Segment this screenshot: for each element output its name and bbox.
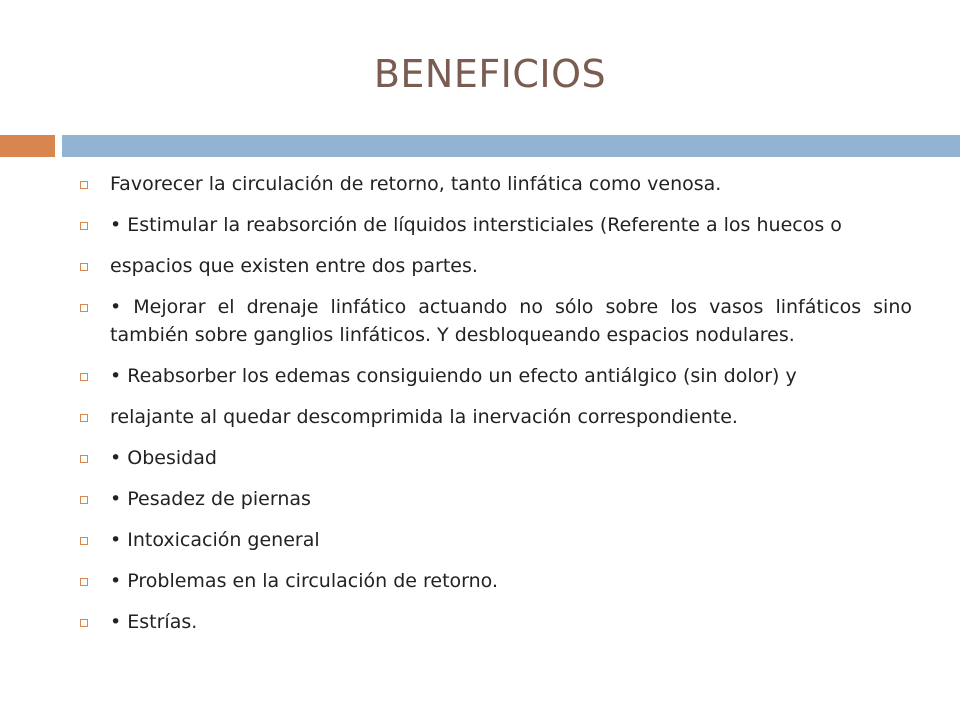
hollow-square-bullet-icon bbox=[76, 403, 110, 431]
bullet-text: espacios que existen entre dos partes. bbox=[110, 255, 478, 277]
hollow-square-bullet-icon bbox=[76, 608, 110, 636]
bullet-text: • Obesidad bbox=[110, 447, 217, 469]
bullet-text: • Estimular la reabsorción de líquidos intersticiales (Referente a los huecos o bbox=[110, 214, 842, 236]
bullet-text: • Intoxicación general bbox=[110, 529, 320, 551]
bullet-text: • Problemas en la circulación de retorno. bbox=[110, 570, 498, 592]
list-item bbox=[76, 362, 912, 390]
list-item bbox=[76, 403, 912, 431]
hollow-square-bullet-icon bbox=[76, 362, 110, 390]
hollow-square-bullet-icon bbox=[76, 252, 110, 280]
hollow-square-bullet-icon bbox=[76, 526, 110, 554]
list-item bbox=[76, 252, 912, 280]
list-item bbox=[76, 444, 912, 472]
list-item bbox=[76, 526, 912, 554]
hollow-square-bullet-icon bbox=[76, 444, 110, 472]
accent-bar-blue bbox=[62, 135, 960, 157]
slide-title: BENEFICIOS bbox=[373, 52, 607, 96]
list-item bbox=[76, 485, 912, 513]
hollow-square-bullet-icon bbox=[76, 485, 110, 513]
bullet-text: • Reabsorber los edemas consiguiendo un efecto antiálgico (sin dolor) y bbox=[110, 365, 797, 387]
list-item bbox=[76, 608, 912, 636]
hollow-square-bullet-icon bbox=[76, 567, 110, 595]
bullet-list bbox=[76, 170, 912, 649]
hollow-square-bullet-icon bbox=[76, 211, 110, 239]
hollow-square-bullet-icon bbox=[76, 170, 110, 198]
list-item bbox=[76, 170, 912, 198]
bullet-text: Favorecer la circulación de retorno, tanto linfática como venosa. bbox=[110, 173, 722, 195]
bullet-text: relajante al quedar descomprimida la inervación correspondiente. bbox=[110, 406, 738, 428]
bullet-text: • Mejorar el drenaje linfático actuando no sólo sobre los vasos linfáticos sino también sobre ganglios linfáticos. Y desbloqueando espacios nodulares. bbox=[110, 296, 912, 346]
accent-bar-orange bbox=[0, 135, 55, 157]
list-item bbox=[76, 293, 912, 349]
bullet-text: • Pesadez de piernas bbox=[110, 488, 311, 510]
list-item bbox=[76, 211, 912, 239]
bullet-text: • Estrías. bbox=[110, 611, 198, 633]
list-item bbox=[76, 567, 912, 595]
hollow-square-bullet-icon bbox=[76, 293, 110, 321]
